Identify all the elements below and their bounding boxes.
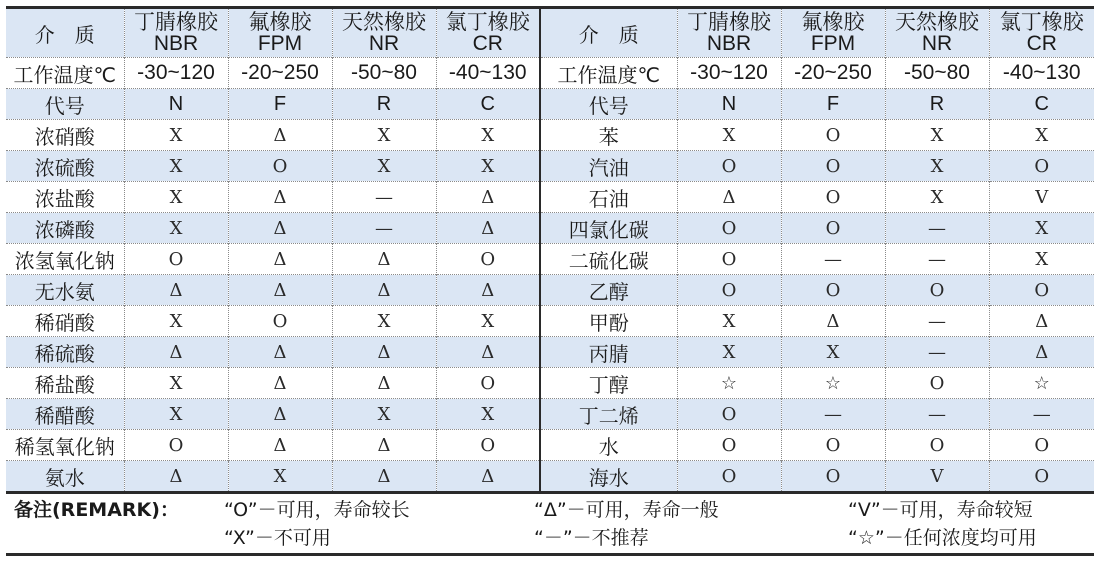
code-right-2: R	[885, 89, 989, 120]
resistance-rating: Δ	[124, 337, 228, 368]
resistance-rating: X	[677, 120, 781, 151]
resistance-rating: O	[124, 430, 228, 461]
table-row	[6, 182, 1094, 213]
rubber-name-en: NR	[368, 32, 400, 55]
resistance-rating: X	[885, 151, 989, 182]
resistance-rating: X	[781, 337, 885, 368]
temp-range-right-3: -40~130	[989, 58, 1094, 89]
rubber-header-left-2	[332, 8, 436, 58]
medium-name: 甲酚	[540, 306, 677, 337]
resistance-rating: X	[989, 213, 1094, 244]
resistance-rating: Δ	[989, 306, 1094, 337]
remark-x-not-usable: “X”－不可用	[224, 527, 331, 549]
code-left-0: N	[124, 89, 228, 120]
code-label-left: 代号	[6, 89, 124, 120]
resistance-rating: —	[332, 182, 436, 213]
rubber-name-en: NBR	[153, 32, 199, 55]
resistance-rating: O	[781, 151, 885, 182]
code-label-right: 代号	[540, 89, 677, 120]
resistance-rating: Δ	[677, 182, 781, 213]
resistance-rating: ☆	[677, 368, 781, 399]
resistance-rating: Δ	[332, 430, 436, 461]
remark-o-long-life: “O”－可用，寿命较长	[224, 499, 410, 521]
resistance-rating: O	[677, 244, 781, 275]
resistance-rating: O	[228, 151, 332, 182]
rubber-header-left-3	[436, 8, 540, 58]
rubber-name-en: NBR	[706, 32, 752, 55]
table-row	[6, 368, 1094, 399]
resistance-rating: X	[677, 337, 781, 368]
medium-name: 稀硫酸	[6, 337, 124, 368]
medium-name: 浓氢氧化钠	[6, 244, 124, 275]
resistance-rating: X	[124, 213, 228, 244]
chemical-compatibility-table	[6, 6, 1094, 494]
rubber-header-right-3	[989, 8, 1094, 58]
medium-name: 稀醋酸	[6, 399, 124, 430]
resistance-rating: —	[989, 399, 1094, 430]
resistance-rating: O	[989, 151, 1094, 182]
resistance-rating: O	[781, 182, 885, 213]
medium-name: 丁二烯	[540, 399, 677, 430]
resistance-rating: Δ	[228, 399, 332, 430]
resistance-rating: Δ	[228, 213, 332, 244]
medium-header-left: 介 质	[6, 8, 124, 58]
rubber-name-zh: 天然橡胶	[342, 10, 426, 34]
resistance-rating: X	[436, 399, 540, 430]
resistance-rating: X	[436, 151, 540, 182]
rubber-name-en: NR	[921, 32, 953, 55]
resistance-rating: O	[677, 151, 781, 182]
resistance-rating: Δ	[436, 275, 540, 306]
resistance-rating: O	[989, 275, 1094, 306]
medium-name: 稀氢氧化钠	[6, 430, 124, 461]
resistance-rating: O	[677, 213, 781, 244]
rubber-name-en: FPM	[810, 32, 856, 55]
resistance-rating: X	[228, 461, 332, 493]
medium-name: 石油	[540, 182, 677, 213]
resistance-rating: O	[677, 430, 781, 461]
medium-name: 海水	[540, 461, 677, 493]
resistance-rating: O	[436, 368, 540, 399]
resistance-rating: Δ	[436, 337, 540, 368]
resistance-rating: O	[436, 430, 540, 461]
resistance-rating: V	[885, 461, 989, 493]
resistance-rating: —	[781, 244, 885, 275]
rubber-name-zh: 氟橡胶	[248, 10, 312, 34]
resistance-rating: ☆	[989, 368, 1094, 399]
resistance-rating: O	[677, 275, 781, 306]
resistance-rating: Δ	[228, 430, 332, 461]
rubber-name-en: FPM	[257, 32, 303, 55]
remarks-section	[6, 493, 1094, 556]
resistance-rating: V	[989, 182, 1094, 213]
resistance-rating: Δ	[332, 337, 436, 368]
resistance-rating: X	[124, 182, 228, 213]
resistance-rating: Δ	[228, 275, 332, 306]
resistance-rating: X	[124, 306, 228, 337]
rubber-name-zh: 丁腈橡胶	[687, 10, 771, 34]
resistance-rating: O	[885, 275, 989, 306]
table-row	[6, 151, 1094, 182]
medium-name: 浓硝酸	[6, 120, 124, 151]
temp-range-right-2: -50~80	[885, 58, 989, 89]
medium-name: 浓硫酸	[6, 151, 124, 182]
resistance-rating: X	[124, 120, 228, 151]
resistance-rating: —	[332, 213, 436, 244]
medium-name: 氨水	[6, 461, 124, 493]
medium-name: 稀硝酸	[6, 306, 124, 337]
temp-range-left-0: -30~120	[124, 58, 228, 89]
table-row	[6, 120, 1094, 151]
table-row	[6, 244, 1094, 275]
resistance-rating: X	[989, 120, 1094, 151]
resistance-rating: —	[885, 337, 989, 368]
code-right-1: F	[781, 89, 885, 120]
resistance-rating: O	[989, 461, 1094, 493]
medium-name: 乙醇	[540, 275, 677, 306]
resistance-rating: O	[885, 368, 989, 399]
medium-name: 水	[540, 430, 677, 461]
table-row	[6, 275, 1094, 306]
resistance-rating: X	[124, 368, 228, 399]
code-right-0: N	[677, 89, 781, 120]
medium-name: 稀盐酸	[6, 368, 124, 399]
resistance-rating: Δ	[332, 461, 436, 493]
resistance-rating: O	[228, 306, 332, 337]
resistance-rating: O	[989, 430, 1094, 461]
resistance-rating: Δ	[436, 461, 540, 493]
resistance-rating: Δ	[436, 182, 540, 213]
table-row	[6, 430, 1094, 461]
medium-name: 汽油	[540, 151, 677, 182]
table-row	[6, 461, 1094, 493]
medium-name: 二硫化碳	[540, 244, 677, 275]
resistance-rating: Δ	[124, 461, 228, 493]
resistance-rating: X	[989, 244, 1094, 275]
resistance-rating: O	[781, 461, 885, 493]
temp-range-left-3: -40~130	[436, 58, 540, 89]
temperature-row	[6, 58, 1094, 89]
resistance-rating: O	[677, 399, 781, 430]
rubber-name-zh: 氟橡胶	[801, 10, 865, 34]
resistance-rating: X	[885, 182, 989, 213]
resistance-rating: O	[124, 244, 228, 275]
resistance-rating: O	[781, 430, 885, 461]
resistance-rating: Δ	[332, 368, 436, 399]
code-row	[6, 89, 1094, 120]
resistance-rating: Δ	[228, 120, 332, 151]
rubber-header-right-0	[677, 8, 781, 58]
resistance-rating: Δ	[228, 182, 332, 213]
resistance-rating: Δ	[228, 337, 332, 368]
resistance-rating: —	[781, 399, 885, 430]
resistance-rating: X	[332, 399, 436, 430]
code-right-3: C	[989, 89, 1094, 120]
resistance-rating: —	[885, 306, 989, 337]
medium-name: 无水氨	[6, 275, 124, 306]
rubber-name-en: CR	[1026, 32, 1057, 55]
temp-range-right-0: -30~120	[677, 58, 781, 89]
rubber-header-right-1	[781, 8, 885, 58]
temp-range-left-2: -50~80	[332, 58, 436, 89]
resistance-rating: O	[781, 213, 885, 244]
remark-delta-normal-life: “Δ”－可用，寿命一般	[534, 499, 719, 521]
medium-name: 浓盐酸	[6, 182, 124, 213]
remarks-label: 备注(REMARK)：	[14, 499, 179, 521]
table-row	[6, 399, 1094, 430]
remark-star-any-concentration: “☆”－任何浓度均可用	[848, 527, 1037, 549]
resistance-rating: O	[436, 244, 540, 275]
chemical-compatibility-table-frame	[6, 6, 1094, 494]
rubber-name-zh: 丁腈橡胶	[134, 10, 218, 34]
resistance-rating: X	[124, 399, 228, 430]
code-left-1: F	[228, 89, 332, 120]
remark-v-short-life: “V”－可用，寿命较短	[848, 499, 1033, 521]
medium-name: 丙腈	[540, 337, 677, 368]
resistance-rating: —	[885, 244, 989, 275]
medium-name: 浓磷酸	[6, 213, 124, 244]
medium-name: 苯	[540, 120, 677, 151]
rubber-name-en: CR	[472, 32, 503, 55]
table-row	[6, 306, 1094, 337]
medium-header-right: 介 质	[540, 8, 677, 58]
temp-range-left-1: -20~250	[228, 58, 332, 89]
resistance-rating: X	[332, 306, 436, 337]
resistance-rating: Δ	[332, 244, 436, 275]
resistance-rating: Δ	[781, 306, 885, 337]
resistance-rating: O	[781, 120, 885, 151]
remark-dash-not-recommended: “－”－不推荐	[534, 527, 649, 549]
resistance-rating: O	[677, 461, 781, 493]
resistance-rating: ☆	[781, 368, 885, 399]
code-left-3: C	[436, 89, 540, 120]
resistance-rating: —	[885, 213, 989, 244]
rubber-name-zh: 氯丁橡胶	[445, 10, 530, 34]
temp-label-right: 工作温度℃	[540, 58, 677, 89]
rubber-header-right-2	[885, 8, 989, 58]
table-row	[6, 337, 1094, 368]
temp-label-left: 工作温度℃	[6, 58, 124, 89]
temp-range-right-1: -20~250	[781, 58, 885, 89]
resistance-rating: O	[781, 275, 885, 306]
code-left-2: R	[332, 89, 436, 120]
resistance-rating: X	[677, 306, 781, 337]
rubber-header-left-1	[228, 8, 332, 58]
resistance-rating: Δ	[436, 213, 540, 244]
resistance-rating: O	[885, 430, 989, 461]
resistance-rating: X	[885, 120, 989, 151]
medium-name: 四氯化碳	[540, 213, 677, 244]
resistance-rating: X	[332, 151, 436, 182]
resistance-rating: Δ	[989, 337, 1094, 368]
resistance-rating: Δ	[124, 275, 228, 306]
resistance-rating: X	[124, 151, 228, 182]
resistance-rating: Δ	[228, 244, 332, 275]
header-row	[6, 8, 1094, 58]
resistance-rating: X	[436, 306, 540, 337]
medium-name: 丁醇	[540, 368, 677, 399]
resistance-rating: Δ	[228, 368, 332, 399]
resistance-rating: X	[332, 120, 436, 151]
rubber-name-zh: 天然橡胶	[895, 10, 979, 34]
rubber-name-zh: 氯丁橡胶	[999, 10, 1084, 34]
rubber-header-left-0	[124, 8, 228, 58]
resistance-rating: —	[885, 399, 989, 430]
table-row	[6, 213, 1094, 244]
resistance-rating: Δ	[332, 275, 436, 306]
resistance-rating: X	[436, 120, 540, 151]
